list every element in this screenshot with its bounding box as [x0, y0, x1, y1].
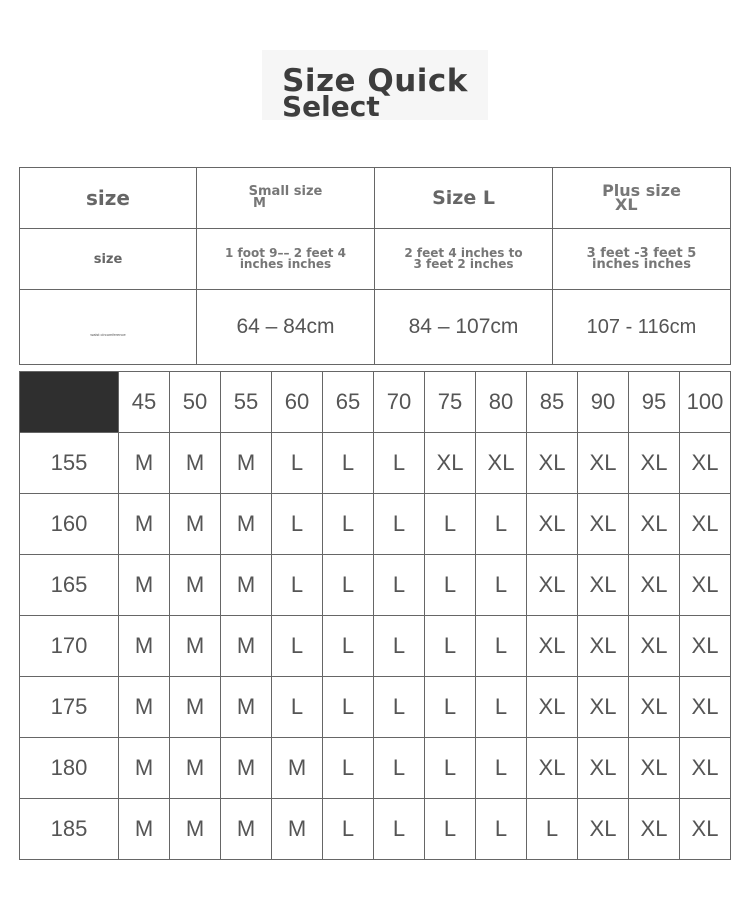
size-cell: XL [578, 677, 629, 738]
size-cell: XL [527, 738, 578, 799]
size-cell: XL [578, 433, 629, 494]
small-range-line-2: inches inches [239, 257, 332, 271]
size-cell: M [170, 799, 221, 860]
size-cell: L [323, 616, 374, 677]
height-cell: 160 [20, 494, 119, 555]
table-row [20, 555, 731, 616]
plus-size-title: Plus size [602, 181, 681, 200]
range-label-cell [20, 229, 197, 290]
size-cell: L [476, 677, 527, 738]
summary-header-label: size [86, 186, 130, 210]
size-cell: L [323, 494, 374, 555]
weight-header-cell: 45 [119, 372, 170, 433]
size-cell: M [170, 677, 221, 738]
size-cell: M [119, 799, 170, 860]
size-cell: XL [527, 677, 578, 738]
size-cell: L [272, 677, 323, 738]
weight-header-cell: 65 [323, 372, 374, 433]
size-cell: L [476, 555, 527, 616]
plus-size-code: XL [615, 195, 638, 214]
size-cell: M [170, 616, 221, 677]
weight-header-cell: 95 [629, 372, 680, 433]
size-cell: L [425, 555, 476, 616]
title-line-1: Size Quick [282, 63, 468, 99]
weight-header-cell: 60 [272, 372, 323, 433]
size-grid-table [19, 371, 731, 860]
size-cell: M [221, 494, 272, 555]
size-cell: XL [680, 799, 731, 860]
size-cell: L [476, 799, 527, 860]
height-cell: 175 [20, 677, 119, 738]
small-range-line-1: 1 foot 9–– 2 feet 4 [225, 246, 346, 260]
height-cell: 165 [20, 555, 119, 616]
size-cell: L [323, 799, 374, 860]
size-cell: L [323, 677, 374, 738]
plus-range-cell [553, 229, 731, 290]
weight-header-cell: 50 [170, 372, 221, 433]
large-range-line-1: 2 feet 4 inches to [404, 246, 523, 260]
size-cell: L [374, 738, 425, 799]
size-cell: XL [680, 616, 731, 677]
size-cell: M [221, 799, 272, 860]
size-cell: L [527, 799, 578, 860]
size-cell: L [425, 677, 476, 738]
summary-waist-row [20, 290, 731, 365]
size-cell: M [170, 494, 221, 555]
plus-range-line-1: 3 feet -3 feet 5 [586, 246, 697, 261]
size-cell: L [272, 555, 323, 616]
plus-waist-value: 107 - 116cm [586, 315, 697, 338]
table-row [20, 799, 731, 860]
size-cell: XL [680, 433, 731, 494]
size-cell: M [221, 738, 272, 799]
small-size-code: M [253, 196, 266, 211]
size-cell: M [170, 738, 221, 799]
size-cell: M [221, 616, 272, 677]
size-cell: XL [578, 494, 629, 555]
size-cell: L [425, 616, 476, 677]
size-cell: L [374, 799, 425, 860]
weight-header-cell: 85 [527, 372, 578, 433]
size-cell: XL [578, 738, 629, 799]
size-cell: M [119, 616, 170, 677]
size-cell: XL [629, 616, 680, 677]
size-cell: XL [527, 616, 578, 677]
height-cell: 185 [20, 799, 119, 860]
title-line-2: Select [282, 90, 380, 123]
height-cell: 170 [20, 616, 119, 677]
size-cell: XL [425, 433, 476, 494]
size-cell: M [170, 555, 221, 616]
size-cell: L [476, 616, 527, 677]
range-label: size [93, 252, 123, 267]
size-cell: M [221, 433, 272, 494]
weight-header-row [20, 372, 731, 433]
waist-label-cell [20, 290, 197, 365]
weight-header-cell: 100 [680, 372, 731, 433]
corner-cell [20, 372, 119, 433]
size-cell: XL [578, 616, 629, 677]
size-cell: XL [578, 555, 629, 616]
height-cell: 180 [20, 738, 119, 799]
size-cell: L [272, 433, 323, 494]
small-range-cell [197, 229, 375, 290]
size-cell: L [272, 616, 323, 677]
weight-header-cell: 90 [578, 372, 629, 433]
size-cell: XL [578, 799, 629, 860]
weight-header-cell: 75 [425, 372, 476, 433]
summary-header-label-cell [20, 168, 197, 229]
size-cell: L [323, 738, 374, 799]
size-cell: M [119, 738, 170, 799]
size-cell: M [221, 555, 272, 616]
table-row [20, 616, 731, 677]
size-cell: L [272, 494, 323, 555]
size-cell: L [374, 494, 425, 555]
size-cell: XL [680, 677, 731, 738]
weight-header-cell: 80 [476, 372, 527, 433]
size-cell: XL [476, 433, 527, 494]
summary-range-row [20, 229, 731, 290]
size-cell: XL [680, 738, 731, 799]
page-title [262, 50, 488, 123]
large-range-cell [375, 229, 553, 290]
weight-header-cell: 55 [221, 372, 272, 433]
size-cell: M [221, 677, 272, 738]
table-row [20, 738, 731, 799]
size-cell: L [476, 494, 527, 555]
size-cell: XL [680, 494, 731, 555]
size-cell: XL [527, 494, 578, 555]
size-cell: XL [629, 494, 680, 555]
size-cell: XL [527, 555, 578, 616]
size-cell: M [272, 738, 323, 799]
size-cell: L [374, 555, 425, 616]
size-cell: M [119, 494, 170, 555]
large-range-line-2: 3 feet 2 inches [413, 257, 514, 271]
height-cell: 155 [20, 433, 119, 494]
table-row [20, 677, 731, 738]
size-cell: L [425, 494, 476, 555]
size-cell: L [425, 738, 476, 799]
large-size-title: Size L [432, 187, 495, 209]
small-waist-cell [197, 290, 375, 365]
size-cell: L [323, 433, 374, 494]
size-cell: L [374, 433, 425, 494]
size-cell: XL [629, 555, 680, 616]
size-cell: L [476, 738, 527, 799]
size-cell: L [374, 677, 425, 738]
small-size-title: Small size [248, 184, 323, 199]
size-cell: M [272, 799, 323, 860]
small-waist-value: 64 – 84cm [236, 315, 335, 338]
size-cell: M [119, 677, 170, 738]
size-cell: XL [629, 677, 680, 738]
size-cell: L [425, 799, 476, 860]
grid-body [20, 433, 731, 860]
size-cell: XL [629, 799, 680, 860]
summary-header-row [20, 168, 731, 229]
size-cell: XL [629, 433, 680, 494]
size-cell: L [374, 616, 425, 677]
large-waist-value: 84 – 107cm [408, 315, 519, 338]
plus-size-header-cell [553, 168, 731, 229]
size-cell: XL [629, 738, 680, 799]
size-cell: XL [680, 555, 731, 616]
size-cell: M [119, 433, 170, 494]
plus-range-line-2: inches inches [592, 257, 691, 272]
size-cell: XL [527, 433, 578, 494]
table-row [20, 494, 731, 555]
table-row [20, 433, 731, 494]
size-cell: M [170, 433, 221, 494]
size-cell: M [119, 555, 170, 616]
large-waist-cell [375, 290, 553, 365]
waist-label: waist circumference [90, 331, 126, 337]
small-size-header-cell [197, 168, 375, 229]
weight-header-cell: 70 [374, 372, 425, 433]
size-cell: L [323, 555, 374, 616]
size-summary-table [19, 167, 731, 365]
plus-waist-cell [553, 290, 731, 365]
large-size-header-cell [375, 168, 553, 229]
